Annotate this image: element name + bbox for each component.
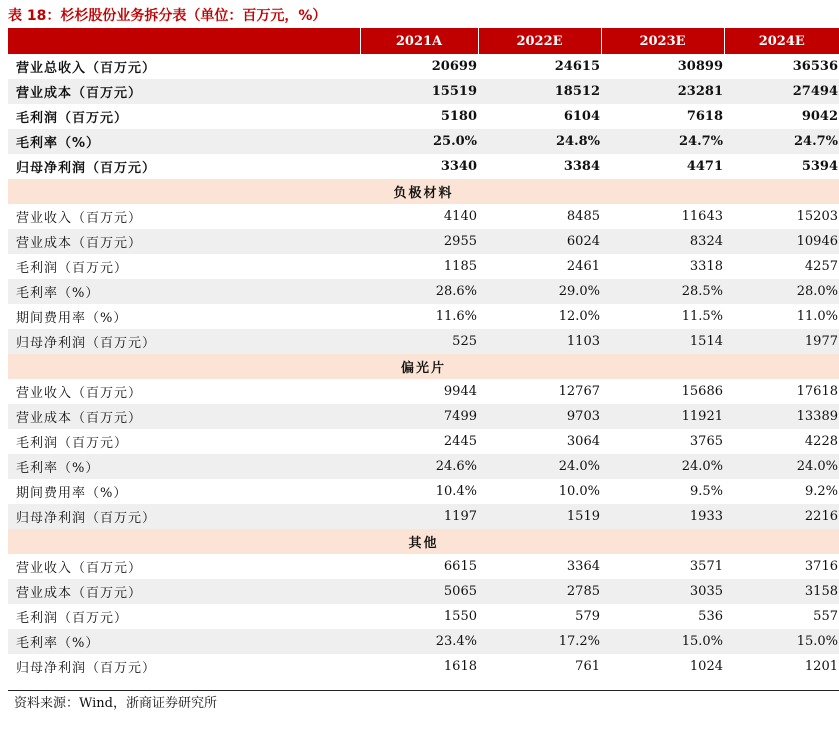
- row-value: 15.0%: [601, 629, 724, 654]
- table-row: [8, 304, 839, 329]
- row-value: 18512: [478, 79, 601, 104]
- row-value: 28.0%: [724, 279, 839, 304]
- row-value: 4257: [804, 259, 838, 274]
- table-row: [8, 379, 839, 404]
- table-row: [8, 329, 839, 354]
- row-value: 3340: [440, 159, 477, 174]
- row-value: 536: [698, 609, 723, 624]
- row-value: 5180: [440, 109, 477, 124]
- row-value: 525: [360, 329, 478, 354]
- row-value: 2955: [360, 229, 478, 254]
- table-row: [8, 254, 839, 279]
- row-value: 1977: [724, 329, 839, 354]
- row-value: 24.8%: [478, 129, 601, 154]
- row-value: 36536: [792, 59, 838, 74]
- row-value: 8485: [566, 209, 600, 224]
- row-value: 15519: [360, 79, 478, 104]
- row-value: 1024: [689, 659, 723, 674]
- row-value: 28.5%: [601, 279, 724, 304]
- row-label: 营业收入（百万元）: [16, 561, 143, 576]
- table-row: [8, 104, 839, 129]
- row-label: 营业总收入（百万元）: [16, 61, 157, 76]
- row-value: 15203: [796, 209, 838, 224]
- row-label: 归母净利润（百万元）: [16, 161, 157, 176]
- section-title: 偏光片: [8, 354, 839, 379]
- row-value: 30899: [677, 59, 723, 74]
- table-title: 表 18：杉杉股份业务拆分表（单位：百万元，%）: [8, 8, 327, 24]
- row-value: 9944: [443, 384, 477, 399]
- column-header-2021a: 2021A: [360, 28, 478, 54]
- business-breakdown-table: [8, 28, 839, 679]
- table-row: [8, 154, 839, 179]
- row-value: 3064: [566, 434, 600, 449]
- row-label: 毛利润（百万元）: [16, 261, 129, 276]
- row-value: 9.2%: [804, 484, 838, 499]
- table-row: [8, 654, 839, 679]
- row-value: 9703: [478, 404, 601, 429]
- row-value: 9042: [801, 109, 838, 124]
- row-value: 23281: [601, 79, 724, 104]
- row-value: 3158: [724, 579, 839, 604]
- row-value: 579: [575, 609, 600, 624]
- row-value: 15.0%: [724, 629, 839, 654]
- row-label: 毛利润（百万元）: [16, 436, 129, 451]
- row-label: 毛利率（%）: [8, 279, 360, 304]
- row-value: 4140: [443, 209, 477, 224]
- section-header-row: [8, 354, 839, 379]
- row-label: 营业成本（百万元）: [8, 229, 360, 254]
- row-label: 营业成本（百万元）: [8, 579, 360, 604]
- row-value: 2785: [478, 579, 601, 604]
- row-value: 29.0%: [478, 279, 601, 304]
- column-header-2024e: 2024E: [724, 28, 839, 54]
- table-header-row: [8, 28, 839, 54]
- row-value: 11.0%: [796, 309, 838, 324]
- table-row: [8, 554, 839, 579]
- row-label: 营业成本（百万元）: [8, 79, 360, 104]
- row-value: 24.7%: [724, 129, 839, 154]
- row-label: 期间费用率（%）: [16, 311, 128, 326]
- section-header-row: [8, 529, 839, 554]
- row-label: 毛利润（百万元）: [16, 611, 129, 626]
- row-value: 1514: [601, 329, 724, 354]
- row-label: 营业成本（百万元）: [8, 404, 360, 429]
- row-label: 期间费用率（%）: [16, 486, 128, 501]
- row-value: 1933: [601, 504, 724, 529]
- row-value: 1103: [478, 329, 601, 354]
- table-row: [8, 54, 839, 79]
- row-value: 761: [575, 659, 600, 674]
- row-label: 营业收入（百万元）: [16, 386, 143, 401]
- row-value: 5394: [801, 159, 838, 174]
- table-row: [8, 454, 839, 479]
- row-value: 9.5%: [689, 484, 723, 499]
- row-value: 6024: [478, 229, 601, 254]
- row-value: 5065: [360, 579, 478, 604]
- table-row: [8, 429, 839, 454]
- row-label: 毛利率（%）: [8, 454, 360, 479]
- row-value: 8324: [601, 229, 724, 254]
- row-value: 2445: [443, 434, 477, 449]
- table-row: [8, 629, 839, 654]
- row-label: 营业收入（百万元）: [16, 211, 143, 226]
- row-value: 11.5%: [681, 309, 723, 324]
- table-row: [8, 404, 839, 429]
- row-value: 6615: [443, 559, 477, 574]
- table-row: [8, 204, 839, 229]
- row-value: 3318: [689, 259, 723, 274]
- row-value: 3716: [804, 559, 838, 574]
- column-header-2023e: 2023E: [601, 28, 724, 54]
- section-title: 负极材料: [8, 179, 839, 204]
- row-value: 20699: [431, 59, 477, 74]
- row-value: 24.0%: [724, 454, 839, 479]
- table-body: [8, 54, 839, 679]
- row-value: 10946: [724, 229, 839, 254]
- row-value: 3571: [689, 559, 723, 574]
- row-value: 24.7%: [601, 129, 724, 154]
- row-value: 15686: [681, 384, 723, 399]
- source-note: 资料来源：Wind，浙商证券研究所: [14, 696, 217, 711]
- row-value: 6104: [563, 109, 600, 124]
- row-value: 11643: [681, 209, 723, 224]
- section-header-row: [8, 179, 839, 204]
- row-value: 1197: [360, 504, 478, 529]
- row-value: 1618: [443, 659, 477, 674]
- row-value: 12.0%: [558, 309, 600, 324]
- table-row: [8, 279, 839, 304]
- row-value: 2461: [566, 259, 600, 274]
- row-value: 1550: [443, 609, 477, 624]
- table-row: [8, 579, 839, 604]
- row-value: 2216: [724, 504, 839, 529]
- row-label: 毛利率（%）: [8, 129, 360, 154]
- row-label: 毛利率（%）: [8, 629, 360, 654]
- row-label: 归母净利润（百万元）: [16, 661, 157, 676]
- row-value: 3035: [601, 579, 724, 604]
- table-row: [8, 229, 839, 254]
- row-value: 3765: [689, 434, 723, 449]
- row-value: 7499: [360, 404, 478, 429]
- row-value: 10.4%: [435, 484, 477, 499]
- row-value: 24.0%: [478, 454, 601, 479]
- row-value: 23.4%: [360, 629, 478, 654]
- row-value: 24615: [554, 59, 600, 74]
- row-value: 4471: [686, 159, 723, 174]
- row-value: 1185: [443, 259, 477, 274]
- row-value: 27494: [724, 79, 839, 104]
- table-row: [8, 479, 839, 504]
- row-value: 4228: [804, 434, 838, 449]
- row-value: 557: [813, 609, 838, 624]
- row-value: 1201: [804, 659, 838, 674]
- row-value: 28.6%: [360, 279, 478, 304]
- table-row: [8, 604, 839, 629]
- row-value: 1519: [478, 504, 601, 529]
- row-value: 11.6%: [435, 309, 477, 324]
- row-value: 13389: [724, 404, 839, 429]
- section-title: 其他: [8, 529, 839, 554]
- row-value: 24.6%: [360, 454, 478, 479]
- row-value: 12767: [558, 384, 600, 399]
- row-label: 毛利润（百万元）: [16, 111, 129, 126]
- table-row: [8, 504, 839, 529]
- row-value: 3384: [563, 159, 600, 174]
- column-header-2022e: 2022E: [478, 28, 601, 54]
- row-value: 17618: [796, 384, 838, 399]
- row-value: 10.0%: [558, 484, 600, 499]
- row-value: 7618: [686, 109, 723, 124]
- row-value: 17.2%: [478, 629, 601, 654]
- row-value: 11921: [601, 404, 724, 429]
- table-row: [8, 79, 839, 104]
- row-value: 24.0%: [601, 454, 724, 479]
- column-header-label: [8, 28, 360, 54]
- row-value: 25.0%: [360, 129, 478, 154]
- table-bottom-rule: [8, 690, 839, 691]
- row-label: 归母净利润（百万元）: [8, 329, 360, 354]
- row-label: 归母净利润（百万元）: [8, 504, 360, 529]
- table-row: [8, 129, 839, 154]
- row-value: 3364: [566, 559, 600, 574]
